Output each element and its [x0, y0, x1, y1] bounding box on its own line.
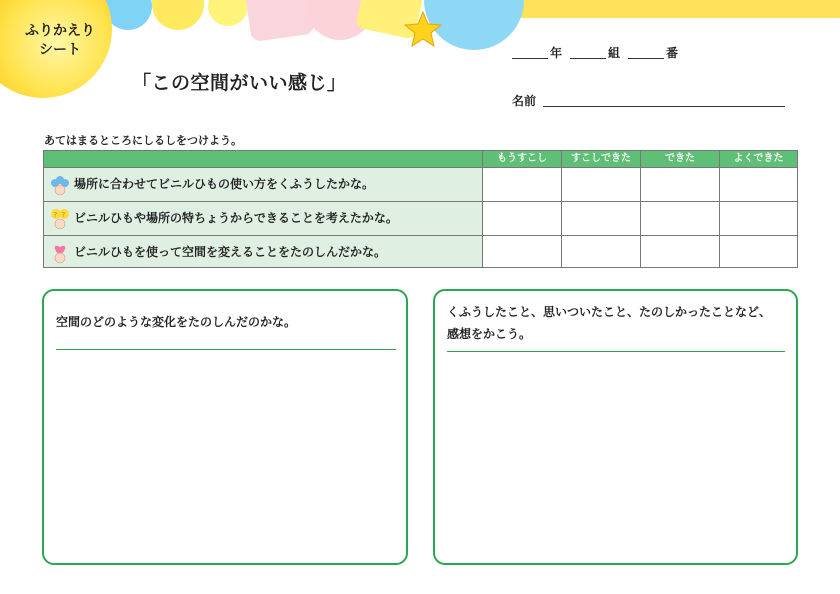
name-field[interactable] [543, 106, 785, 107]
column-header: すこしできた [561, 151, 640, 167]
check-cell[interactable] [482, 167, 561, 201]
pale-yellow-bubble [208, 0, 248, 26]
table-row [44, 201, 482, 235]
page-title: 「この空間がいい感じ」 [132, 72, 347, 94]
svg-text:?: ? [61, 211, 66, 219]
check-cell[interactable] [719, 167, 797, 201]
instruction-text: あてはまるところにしるしをつけよう。 [44, 134, 242, 147]
column-header: もうすこし [482, 151, 561, 167]
yellow-question-icon [50, 208, 70, 230]
check-cell[interactable] [719, 235, 797, 267]
year-label: 年 [550, 46, 563, 60]
check-cell[interactable] [640, 235, 719, 267]
badge-label: ふりかえり シート [25, 23, 95, 58]
class-field[interactable] [570, 58, 606, 59]
column-header: できた [640, 151, 719, 167]
check-cell[interactable] [482, 235, 561, 267]
table-row [44, 167, 482, 201]
check-cell[interactable] [719, 201, 797, 235]
number-field[interactable] [628, 58, 664, 59]
right-writing-box[interactable] [433, 289, 798, 565]
table-row [44, 235, 482, 267]
number-label: 番 [666, 46, 679, 60]
question-text: ビニルひもや場所の特ちょうからできることを考えたかな。 [74, 211, 398, 225]
blue-flower-icon [50, 174, 70, 196]
check-cell[interactable] [482, 201, 561, 235]
class-label: 組 [608, 46, 621, 60]
svg-text:?: ? [53, 211, 58, 219]
left-box-prompt: 空間のどのような変化をたのしんだのかな。 [56, 315, 297, 329]
check-cell[interactable] [561, 201, 640, 235]
checklist-table [43, 150, 798, 268]
pink-tile [245, 0, 316, 42]
pink-heart-icon [50, 242, 70, 264]
header-blank [44, 151, 482, 167]
check-cell[interactable] [640, 201, 719, 235]
left-box-underline [56, 349, 396, 350]
yellow-bubble [152, 0, 204, 30]
check-cell[interactable] [640, 167, 719, 201]
check-cell[interactable] [561, 167, 640, 201]
top-yellow-bar [520, 0, 840, 18]
right-box-prompt: くふうしたこと、思いついたこと、たのしかったことなど、 感想をかこう。 [447, 305, 772, 341]
question-text: ビニルひもを使って空間を変えることをたのしんだかな。 [74, 245, 387, 259]
right-box-underline [447, 351, 785, 352]
question-text: 場所に合わせてビニルひもの使い方をくふうしたかな。 [74, 177, 375, 191]
left-writing-box[interactable] [42, 289, 408, 565]
column-header: よくできた [719, 151, 797, 167]
check-cell[interactable] [561, 235, 640, 267]
name-label: 名前 [512, 94, 537, 108]
year-field[interactable] [512, 58, 548, 59]
